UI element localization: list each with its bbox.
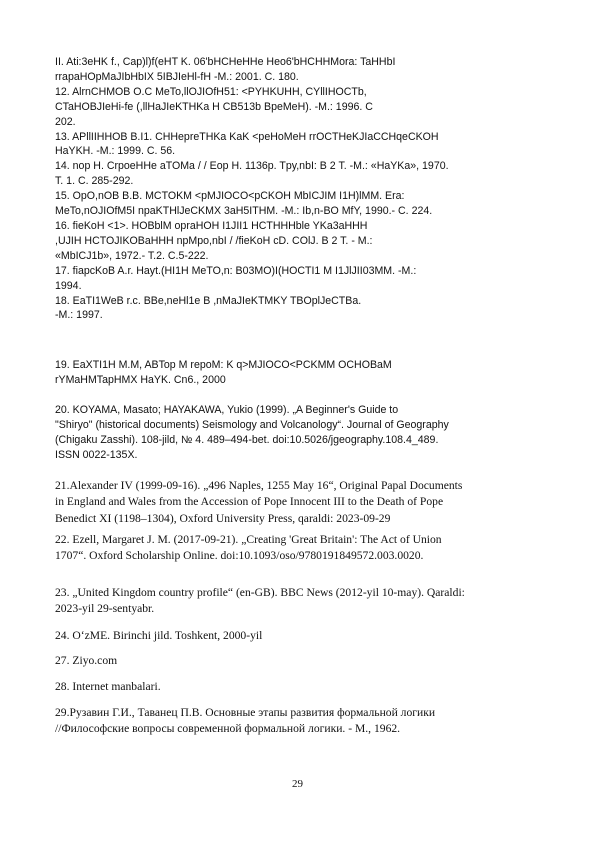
reference-27: 27. Ziyo.com — [55, 654, 118, 667]
reference-24: 24. O‘zME. Birinchi jild. Toshkent, 2000-yil — [55, 629, 263, 642]
reference-23: 23. „United Kingdom country profile“ (en-GB). BBC News (2012-yil 10-may). Qaraldi: 2023-yil 29-sentyabr. — [55, 586, 465, 616]
reference-28: 28. Internet manbalari. — [55, 680, 161, 693]
reference-29: 29.Рузавин Г.И., Таванец П.В. Основные этапы развития формальной логики //Философские вопросы современной формальной логики. - М., 1962. — [55, 706, 436, 736]
reference-21: 21.Alexander IV (1999-09-16). „496 Naples, 1255 May 16“, Original Papal Documents in England and Wales from the Accession of Pope Innocent III to the Death of Pope Benedict XI (1198–1304), Oxford University Press, qaraldi: 2023-09-29 — [55, 479, 463, 525]
reference-22: 22. Ezell, Margaret J. M. (2017-09-21). „Creating 'Great Britain': The Act of Union 1707“. Oxford Scholarship Online. doi:10.1093/oso/9780191849572.003.0020. — [55, 533, 442, 563]
reference-block-1: II. Ati:3eHK f., Cap)l)f(eHT K. 06'bHCHeHHe Heo6'bHCHHMora: TaHHbI rrapaHOpMaJIbHbIX 5IBJIeHl-fH -M.: 2001. C. 180. 12. AlrnCHMOB O.C MeTo,llOJIOfH51: <PYHKUHH, CYllIHOCTb, CTaHOBJIeHi-fe (,llHaJIeKTHKa H CB513b BpeMeH). -M.: 1996. C 202. 13. APllIIHHOB B.I1. CHHepreTHKa KaK <peHoMeH rrOCTHeKJIaCCHqeCKOH HaYKH. -M.: 1999. C. 56. 14. nop H. CrpoeHHe aTOMa / / Eop H. 1136p. Tpy,nbI: B 2 T. -M.: «HaYKa», 1970. T. 1. C. 285-292. 15. OpO,nOB B.B. MCTOKM <pMJIOCO<pCKOH MbICJIM I1H)lMM. Era: MeTo,nOJIOfM5I npaKTHlJeCKMX 3aH5ITHM. -M.: Ib,n-BO MfY, 1990.- C. 224. 16. fieKoH <1>. HOBblM opraHOH I1JII1 HCTHHHble YKa3aHHH ,UJIH HCTOJIKOBaHHH npMpo,nbI / /fieKoH cD. COlJ. B 2 T. - M.: «MbICJ1b», 1972.- T.2. C.5-222. 17. fiapcKoB A.r. Hayt.(HI1H MeTO,n: B03MO)I(HOCTI1 M I1JlJII03MM. -M.: 1994. 18. EaTI1WeB r.c. BBe,neHl1e B ,nMaJIeKTMKY TBOplJeCTBa. -M.: 1997. — [55, 56, 449, 322]
reference-19: 19. EaXTI1H M.M, ABTop M repoM: K q>MJIOCO<PCKMM OCHOBaM rYMaHMTapHMX HaYK. Cn6., 2000 — [55, 359, 392, 386]
page-number: 29 — [292, 778, 303, 790]
reference-20: 20. KOYAMA, Masato; HAYAKAWA, Yukio (1999). „A Beginner's Guide to "Shiryo" (historical documents) Seismology and Volcanology“. Journal of Geography (Chigaku Zasshi). 108-jild, № 4. 489–494-bet. doi:10.5026/jgeography.108.4_489. ISSN 0022-135X. — [55, 404, 449, 461]
